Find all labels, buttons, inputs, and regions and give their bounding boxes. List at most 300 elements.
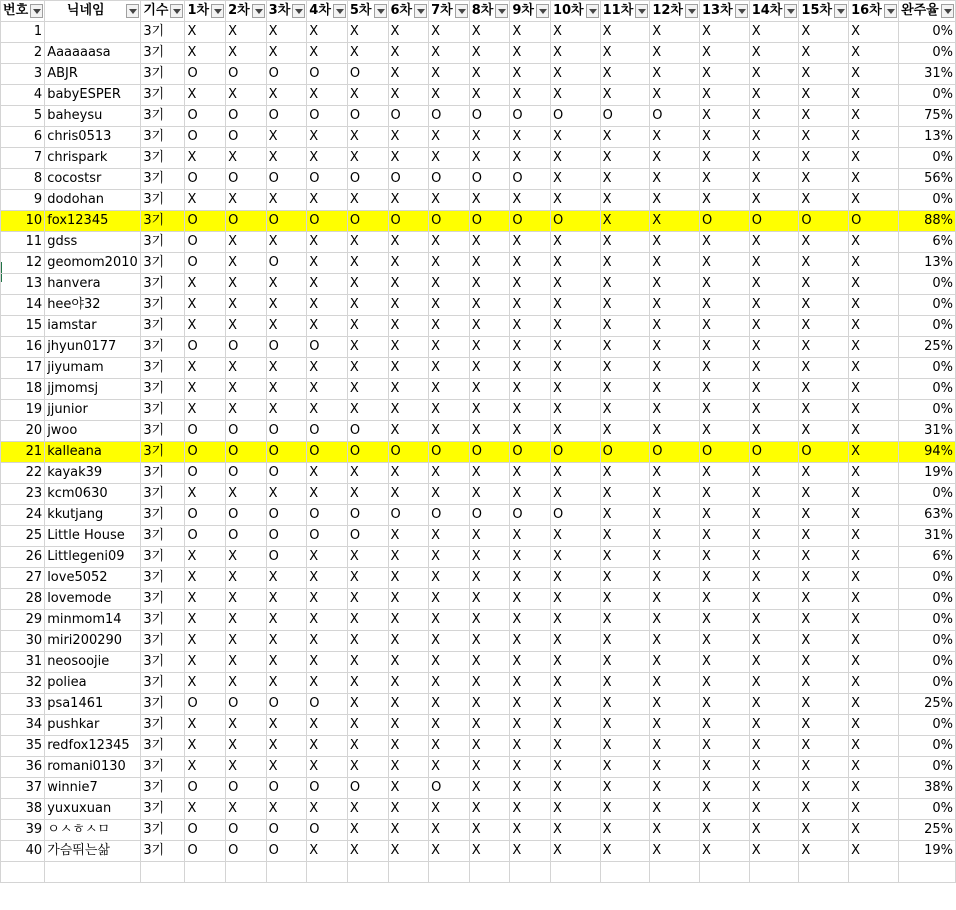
attendance-cell[interactable]: X (550, 22, 600, 43)
completion-rate-cell[interactable]: 6% (898, 232, 955, 253)
nickname-cell[interactable]: jjmomsj (45, 379, 141, 400)
generation-cell[interactable]: 3기 (141, 820, 185, 841)
attendance-cell[interactable]: X (749, 400, 799, 421)
attendance-cell[interactable]: X (307, 673, 348, 694)
attendance-cell[interactable]: X (510, 568, 551, 589)
attendance-cell[interactable]: X (799, 106, 849, 127)
attendance-cell[interactable]: X (849, 463, 899, 484)
attendance-cell[interactable]: X (388, 715, 429, 736)
attendance-cell[interactable]: O (226, 820, 267, 841)
attendance-cell[interactable]: X (749, 379, 799, 400)
attendance-cell[interactable]: X (510, 799, 551, 820)
attendance-cell[interactable]: X (469, 463, 510, 484)
nickname-cell[interactable]: chris0513 (45, 127, 141, 148)
attendance-cell[interactable]: X (799, 778, 849, 799)
attendance-cell[interactable]: O (469, 505, 510, 526)
attendance-cell[interactable]: X (429, 589, 470, 610)
attendance-cell[interactable]: O (266, 694, 307, 715)
attendance-cell[interactable]: X (429, 85, 470, 106)
attendance-cell[interactable]: O (307, 337, 348, 358)
attendance-cell[interactable]: O (749, 442, 799, 463)
attendance-cell[interactable]: O (469, 106, 510, 127)
nickname-cell[interactable]: Aaaaaasa (45, 43, 141, 64)
attendance-cell[interactable]: X (749, 610, 799, 631)
attendance-cell[interactable]: X (510, 694, 551, 715)
completion-rate-cell[interactable]: 94% (898, 442, 955, 463)
attendance-cell[interactable]: X (347, 673, 388, 694)
completion-rate-cell[interactable]: 0% (898, 736, 955, 757)
attendance-cell[interactable]: O (185, 778, 226, 799)
completion-rate-cell[interactable]: 0% (898, 610, 955, 631)
attendance-cell[interactable]: X (849, 106, 899, 127)
attendance-cell[interactable]: X (650, 673, 700, 694)
attendance-cell[interactable]: X (429, 463, 470, 484)
attendance-cell[interactable]: O (600, 442, 650, 463)
completion-rate-cell[interactable]: 0% (898, 484, 955, 505)
attendance-cell[interactable]: X (429, 22, 470, 43)
attendance-cell[interactable]: X (650, 820, 700, 841)
attendance-cell[interactable]: X (700, 43, 750, 64)
attendance-cell[interactable]: X (429, 484, 470, 505)
filter-dropdown-icon[interactable] (292, 4, 305, 18)
attendance-cell[interactable]: O (749, 211, 799, 232)
attendance-cell[interactable]: O (226, 694, 267, 715)
attendance-cell[interactable]: X (388, 841, 429, 862)
row-number-cell[interactable]: 16 (1, 337, 45, 358)
nickname-cell[interactable]: hee야32 (45, 295, 141, 316)
attendance-cell[interactable]: X (749, 169, 799, 190)
attendance-cell[interactable]: X (347, 85, 388, 106)
generation-cell[interactable]: 3기 (141, 190, 185, 211)
row-number-cell[interactable]: 26 (1, 547, 45, 568)
attendance-cell[interactable]: O (347, 505, 388, 526)
nickname-cell[interactable]: babyESPER (45, 85, 141, 106)
attendance-cell[interactable]: O (510, 211, 551, 232)
row-number-cell[interactable]: 6 (1, 127, 45, 148)
generation-cell[interactable]: 3기 (141, 43, 185, 64)
attendance-cell[interactable]: X (749, 463, 799, 484)
attendance-cell[interactable]: X (550, 631, 600, 652)
attendance-cell[interactable]: X (429, 400, 470, 421)
attendance-cell[interactable]: X (650, 547, 700, 568)
attendance-cell[interactable]: X (347, 484, 388, 505)
attendance-cell[interactable]: X (700, 715, 750, 736)
attendance-cell[interactable]: X (226, 22, 267, 43)
completion-rate-cell[interactable]: 0% (898, 568, 955, 589)
attendance-cell[interactable]: O (266, 211, 307, 232)
attendance-cell[interactable]: X (799, 694, 849, 715)
attendance-cell[interactable]: O (185, 169, 226, 190)
attendance-cell[interactable]: O (185, 463, 226, 484)
attendance-cell[interactable]: X (266, 610, 307, 631)
attendance-cell[interactable]: O (429, 169, 470, 190)
attendance-cell[interactable]: O (185, 694, 226, 715)
attendance-cell[interactable]: X (388, 547, 429, 568)
attendance-cell[interactable]: X (307, 253, 348, 274)
attendance-cell[interactable]: X (185, 148, 226, 169)
generation-cell[interactable]: 3기 (141, 295, 185, 316)
attendance-cell[interactable]: O (266, 820, 307, 841)
attendance-cell[interactable]: X (510, 778, 551, 799)
attendance-cell[interactable]: O (600, 106, 650, 127)
completion-rate-cell[interactable]: 0% (898, 631, 955, 652)
attendance-cell[interactable]: O (266, 64, 307, 85)
attendance-cell[interactable]: X (347, 316, 388, 337)
attendance-cell[interactable]: X (799, 379, 849, 400)
attendance-cell[interactable]: X (347, 274, 388, 295)
row-number-cell[interactable]: 33 (1, 694, 45, 715)
attendance-cell[interactable]: X (600, 169, 650, 190)
attendance-cell[interactable]: X (550, 463, 600, 484)
attendance-cell[interactable]: X (550, 127, 600, 148)
nickname-cell[interactable]: fox12345 (45, 211, 141, 232)
attendance-cell[interactable]: X (510, 484, 551, 505)
attendance-cell[interactable]: X (749, 106, 799, 127)
completion-rate-cell[interactable]: 25% (898, 820, 955, 841)
attendance-cell[interactable]: X (849, 421, 899, 442)
attendance-cell[interactable]: O (388, 169, 429, 190)
attendance-cell[interactable]: O (510, 106, 551, 127)
generation-cell[interactable]: 3기 (141, 547, 185, 568)
completion-rate-cell[interactable]: 88% (898, 211, 955, 232)
attendance-cell[interactable]: O (226, 442, 267, 463)
attendance-cell[interactable]: X (749, 43, 799, 64)
attendance-cell[interactable]: X (429, 127, 470, 148)
attendance-cell[interactable]: X (185, 757, 226, 778)
attendance-cell[interactable]: X (185, 22, 226, 43)
attendance-cell[interactable]: O (469, 169, 510, 190)
attendance-cell[interactable]: O (266, 526, 307, 547)
attendance-cell[interactable]: X (226, 799, 267, 820)
filter-dropdown-icon[interactable] (834, 4, 847, 18)
attendance-cell[interactable]: X (849, 505, 899, 526)
generation-cell[interactable]: 3기 (141, 232, 185, 253)
attendance-cell[interactable]: X (749, 148, 799, 169)
attendance-cell[interactable]: X (469, 484, 510, 505)
attendance-cell[interactable]: X (469, 820, 510, 841)
generation-cell[interactable]: 3기 (141, 778, 185, 799)
attendance-cell[interactable]: X (469, 22, 510, 43)
attendance-cell[interactable]: X (849, 484, 899, 505)
attendance-cell[interactable]: X (550, 400, 600, 421)
attendance-cell[interactable]: X (799, 295, 849, 316)
attendance-cell[interactable]: O (226, 64, 267, 85)
attendance-cell[interactable]: X (510, 295, 551, 316)
attendance-cell[interactable]: X (307, 358, 348, 379)
completion-rate-cell[interactable]: 13% (898, 253, 955, 274)
attendance-cell[interactable]: X (700, 568, 750, 589)
attendance-cell[interactable]: X (185, 631, 226, 652)
attendance-cell[interactable]: X (650, 526, 700, 547)
attendance-cell[interactable]: X (347, 757, 388, 778)
generation-cell[interactable]: 3기 (141, 148, 185, 169)
attendance-cell[interactable]: X (307, 316, 348, 337)
attendance-cell[interactable]: X (749, 820, 799, 841)
attendance-cell[interactable]: X (429, 652, 470, 673)
attendance-cell[interactable]: X (600, 778, 650, 799)
attendance-cell[interactable]: X (307, 652, 348, 673)
attendance-cell[interactable]: X (849, 232, 899, 253)
attendance-cell[interactable]: O (185, 442, 226, 463)
attendance-cell[interactable]: X (849, 715, 899, 736)
row-number-cell[interactable]: 18 (1, 379, 45, 400)
attendance-cell[interactable]: X (550, 694, 600, 715)
nickname-cell[interactable]: ㅇㅅㅎㅅㅁ (45, 820, 141, 841)
attendance-cell[interactable]: X (650, 148, 700, 169)
attendance-cell[interactable]: X (388, 421, 429, 442)
attendance-cell[interactable]: X (307, 799, 348, 820)
attendance-cell[interactable]: X (799, 85, 849, 106)
attendance-cell[interactable]: X (266, 85, 307, 106)
attendance-cell[interactable]: X (388, 799, 429, 820)
completion-rate-cell[interactable]: 0% (898, 673, 955, 694)
attendance-cell[interactable]: X (185, 736, 226, 757)
attendance-cell[interactable]: X (650, 736, 700, 757)
attendance-cell[interactable]: X (749, 694, 799, 715)
attendance-cell[interactable]: X (650, 841, 700, 862)
generation-cell[interactable]: 3기 (141, 337, 185, 358)
attendance-cell[interactable]: X (849, 778, 899, 799)
attendance-cell[interactable]: X (799, 484, 849, 505)
attendance-cell[interactable]: X (388, 85, 429, 106)
filter-dropdown-icon[interactable] (941, 4, 954, 18)
attendance-cell[interactable]: X (388, 379, 429, 400)
filter-dropdown-icon[interactable] (170, 4, 183, 18)
nickname-cell[interactable]: 가슴뛰는삶 (45, 841, 141, 862)
attendance-cell[interactable]: X (226, 358, 267, 379)
attendance-cell[interactable]: X (510, 673, 551, 694)
attendance-cell[interactable]: X (799, 715, 849, 736)
completion-rate-cell[interactable]: 75% (898, 106, 955, 127)
attendance-cell[interactable]: X (650, 568, 700, 589)
generation-cell[interactable]: 3기 (141, 652, 185, 673)
generation-cell[interactable]: 3기 (141, 715, 185, 736)
attendance-cell[interactable]: X (849, 316, 899, 337)
attendance-cell[interactable]: X (600, 85, 650, 106)
attendance-cell[interactable]: X (388, 736, 429, 757)
nickname-cell[interactable]: baheysu (45, 106, 141, 127)
attendance-cell[interactable]: X (510, 379, 551, 400)
attendance-cell[interactable]: X (226, 547, 267, 568)
attendance-cell[interactable]: X (749, 505, 799, 526)
attendance-cell[interactable]: O (185, 232, 226, 253)
attendance-cell[interactable]: X (469, 673, 510, 694)
attendance-cell[interactable]: X (650, 484, 700, 505)
attendance-cell[interactable]: X (550, 169, 600, 190)
attendance-cell[interactable]: X (849, 379, 899, 400)
generation-cell[interactable]: 3기 (141, 841, 185, 862)
filter-dropdown-icon[interactable] (685, 4, 698, 18)
attendance-cell[interactable]: X (849, 736, 899, 757)
attendance-cell[interactable]: X (749, 316, 799, 337)
row-number-cell[interactable]: 37 (1, 778, 45, 799)
attendance-cell[interactable]: X (429, 64, 470, 85)
attendance-cell[interactable]: X (185, 715, 226, 736)
attendance-cell[interactable]: X (469, 316, 510, 337)
attendance-cell[interactable]: X (650, 400, 700, 421)
attendance-cell[interactable]: X (550, 673, 600, 694)
attendance-cell[interactable]: O (307, 778, 348, 799)
attendance-cell[interactable]: X (510, 64, 551, 85)
generation-cell[interactable]: 3기 (141, 736, 185, 757)
attendance-cell[interactable]: O (307, 820, 348, 841)
attendance-cell[interactable]: X (849, 568, 899, 589)
attendance-cell[interactable]: X (799, 316, 849, 337)
attendance-cell[interactable]: X (700, 274, 750, 295)
attendance-cell[interactable]: X (849, 190, 899, 211)
attendance-cell[interactable]: X (749, 673, 799, 694)
attendance-cell[interactable]: X (600, 253, 650, 274)
attendance-cell[interactable]: X (226, 673, 267, 694)
attendance-cell[interactable]: X (510, 22, 551, 43)
attendance-cell[interactable]: O (510, 505, 551, 526)
attendance-cell[interactable]: X (700, 463, 750, 484)
attendance-cell[interactable]: X (700, 85, 750, 106)
attendance-cell[interactable]: X (388, 568, 429, 589)
row-number-cell[interactable]: 25 (1, 526, 45, 547)
attendance-cell[interactable]: O (307, 694, 348, 715)
attendance-cell[interactable]: X (429, 295, 470, 316)
attendance-cell[interactable]: O (185, 421, 226, 442)
attendance-cell[interactable]: X (388, 190, 429, 211)
attendance-cell[interactable]: X (266, 757, 307, 778)
attendance-cell[interactable]: X (749, 358, 799, 379)
attendance-cell[interactable]: O (510, 169, 551, 190)
generation-cell[interactable]: 3기 (141, 631, 185, 652)
attendance-cell[interactable]: X (550, 757, 600, 778)
attendance-cell[interactable]: O (799, 211, 849, 232)
attendance-cell[interactable]: X (799, 190, 849, 211)
attendance-cell[interactable]: O (550, 442, 600, 463)
attendance-cell[interactable]: X (388, 589, 429, 610)
attendance-cell[interactable]: X (307, 568, 348, 589)
attendance-cell[interactable]: X (550, 841, 600, 862)
attendance-cell[interactable]: O (307, 64, 348, 85)
attendance-cell[interactable]: X (226, 295, 267, 316)
attendance-cell[interactable]: X (799, 64, 849, 85)
attendance-cell[interactable]: X (347, 463, 388, 484)
nickname-cell[interactable]: jiyumam (45, 358, 141, 379)
attendance-cell[interactable]: X (749, 652, 799, 673)
attendance-cell[interactable]: X (749, 337, 799, 358)
attendance-cell[interactable]: X (388, 820, 429, 841)
attendance-cell[interactable]: X (700, 736, 750, 757)
nickname-cell[interactable]: cocostsr (45, 169, 141, 190)
attendance-cell[interactable]: X (510, 463, 551, 484)
attendance-cell[interactable]: X (650, 610, 700, 631)
row-number-cell[interactable]: 39 (1, 820, 45, 841)
attendance-cell[interactable]: X (469, 295, 510, 316)
generation-cell[interactable]: 3기 (141, 253, 185, 274)
attendance-cell[interactable]: O (550, 211, 600, 232)
attendance-cell[interactable]: X (266, 799, 307, 820)
attendance-cell[interactable]: X (469, 715, 510, 736)
attendance-cell[interactable]: X (185, 568, 226, 589)
attendance-cell[interactable]: X (650, 778, 700, 799)
attendance-cell[interactable]: X (347, 694, 388, 715)
attendance-cell[interactable]: O (226, 211, 267, 232)
generation-cell[interactable]: 3기 (141, 127, 185, 148)
attendance-cell[interactable]: X (388, 778, 429, 799)
attendance-cell[interactable]: X (600, 463, 650, 484)
attendance-cell[interactable]: X (307, 148, 348, 169)
attendance-cell[interactable]: O (226, 778, 267, 799)
row-number-cell[interactable]: 9 (1, 190, 45, 211)
attendance-cell[interactable]: X (307, 85, 348, 106)
filter-dropdown-icon[interactable] (455, 4, 468, 18)
attendance-cell[interactable]: X (469, 358, 510, 379)
attendance-cell[interactable]: X (700, 778, 750, 799)
attendance-cell[interactable]: O (185, 127, 226, 148)
filter-dropdown-icon[interactable] (414, 4, 427, 18)
attendance-cell[interactable]: X (266, 715, 307, 736)
attendance-cell[interactable]: X (185, 358, 226, 379)
filter-dropdown-icon[interactable] (635, 4, 648, 18)
attendance-cell[interactable]: X (650, 190, 700, 211)
attendance-cell[interactable]: X (388, 484, 429, 505)
nickname-cell[interactable]: Little House (45, 526, 141, 547)
attendance-cell[interactable]: O (226, 526, 267, 547)
attendance-cell[interactable]: X (700, 421, 750, 442)
attendance-cell[interactable]: X (799, 148, 849, 169)
row-number-cell[interactable]: 30 (1, 631, 45, 652)
attendance-cell[interactable]: X (550, 358, 600, 379)
attendance-cell[interactable]: X (469, 190, 510, 211)
attendance-cell[interactable]: X (469, 274, 510, 295)
row-number-cell[interactable]: 35 (1, 736, 45, 757)
attendance-cell[interactable]: O (185, 106, 226, 127)
attendance-cell[interactable]: X (469, 526, 510, 547)
attendance-cell[interactable]: X (429, 568, 470, 589)
generation-cell[interactable]: 3기 (141, 400, 185, 421)
attendance-cell[interactable]: X (185, 190, 226, 211)
attendance-cell[interactable]: X (388, 400, 429, 421)
attendance-cell[interactable]: X (185, 799, 226, 820)
completion-rate-cell[interactable]: 0% (898, 22, 955, 43)
attendance-cell[interactable]: X (226, 736, 267, 757)
attendance-cell[interactable]: X (469, 379, 510, 400)
attendance-cell[interactable]: X (650, 589, 700, 610)
completion-rate-cell[interactable]: 0% (898, 148, 955, 169)
attendance-cell[interactable]: X (550, 778, 600, 799)
nickname-cell[interactable]: kkutjang (45, 505, 141, 526)
attendance-cell[interactable]: X (849, 169, 899, 190)
row-number-cell[interactable]: 31 (1, 652, 45, 673)
attendance-cell[interactable]: X (510, 316, 551, 337)
attendance-cell[interactable]: O (185, 253, 226, 274)
attendance-cell[interactable]: X (469, 547, 510, 568)
attendance-cell[interactable]: X (510, 589, 551, 610)
row-number-cell[interactable]: 5 (1, 106, 45, 127)
filter-dropdown-icon[interactable] (586, 4, 599, 18)
attendance-cell[interactable]: X (185, 85, 226, 106)
attendance-cell[interactable]: X (749, 127, 799, 148)
attendance-cell[interactable]: X (550, 652, 600, 673)
attendance-cell[interactable]: X (307, 22, 348, 43)
attendance-cell[interactable]: X (347, 841, 388, 862)
attendance-cell[interactable]: O (266, 169, 307, 190)
completion-rate-cell[interactable]: 38% (898, 778, 955, 799)
attendance-cell[interactable]: X (700, 673, 750, 694)
nickname-cell[interactable] (45, 22, 141, 43)
attendance-cell[interactable]: X (799, 820, 849, 841)
attendance-cell[interactable]: X (749, 295, 799, 316)
attendance-cell[interactable]: O (347, 169, 388, 190)
attendance-cell[interactable]: O (266, 547, 307, 568)
attendance-cell[interactable]: X (650, 211, 700, 232)
attendance-cell[interactable]: X (799, 358, 849, 379)
attendance-cell[interactable]: X (600, 673, 650, 694)
